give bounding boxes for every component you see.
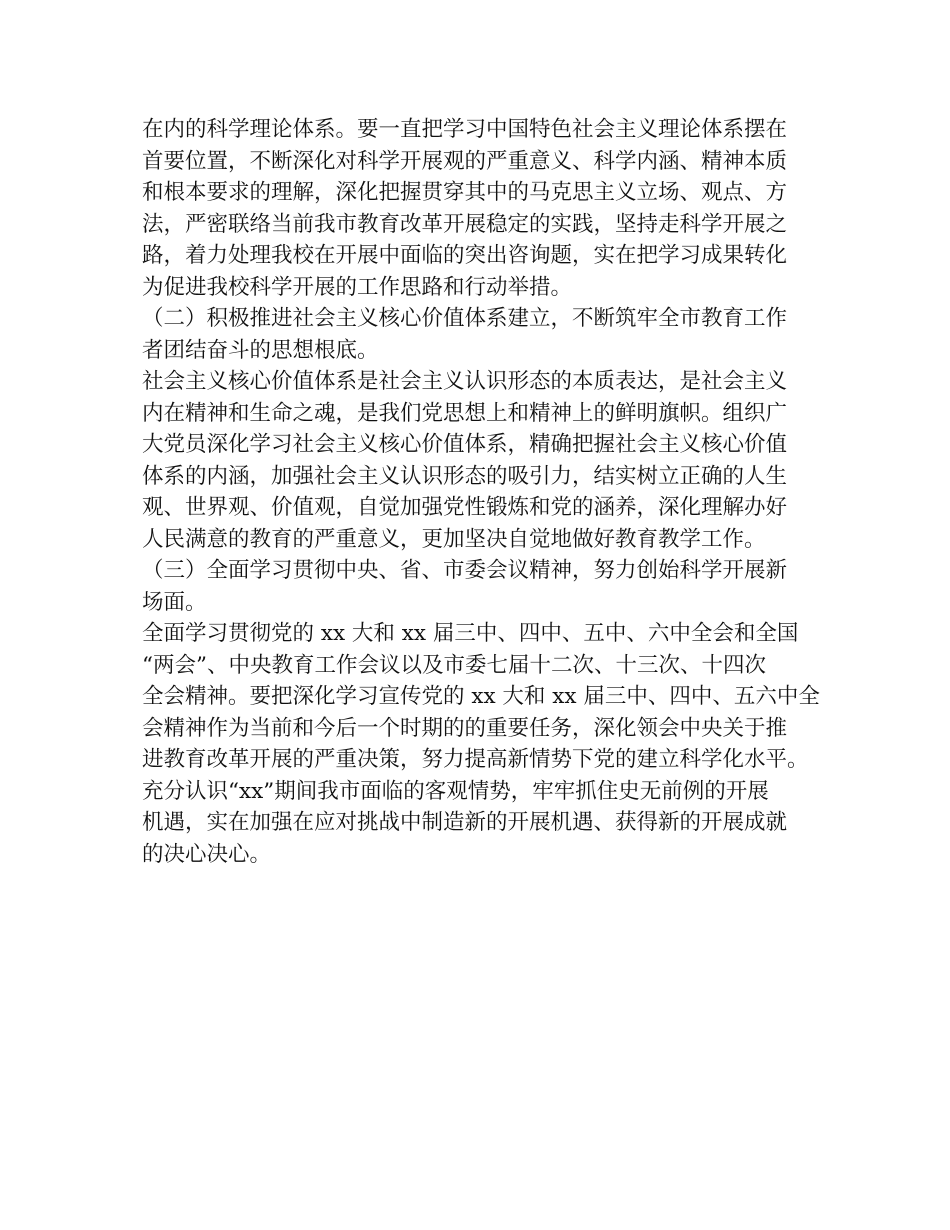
text-line: 观、世界观、价值观，自觉加强党性锻炼和党的涵养，深化理解办好 bbox=[142, 495, 788, 520]
text-line: 在内的科学理论体系。要一直把学习中国特色社会主义理论体系摆在 bbox=[142, 117, 788, 142]
text-line: 和根本要求的理解，深化把握贯穿其中的马克思主义立场、观点、方 bbox=[142, 180, 788, 205]
document-body bbox=[142, 114, 832, 870]
text-line: 人民满意的教育的严重意义，更加坚决自觉地做好教育教学工作。 bbox=[142, 526, 766, 552]
text-line: 法，严密联络当前我市教育改革开展稳定的实践，坚持走科学开展之 bbox=[142, 211, 788, 237]
text-line: 的决心决心。 bbox=[142, 841, 272, 867]
text-line: 全会精神。要把深化学习宣传党的 xx 大和 xx 届三中、四中、五六中全 bbox=[142, 684, 820, 709]
text-line: 内在精神和生命之魂，是我们党思想上和精神上的鲜明旗帜。组织广 bbox=[142, 400, 788, 426]
text-line: “两会”、中央教育工作会议以及市委七届十二次、十三次、十四次 bbox=[142, 652, 766, 678]
text-line: 机遇，实在加强在应对挑战中制造新的开展机遇、获得新的开展成就 bbox=[142, 810, 788, 835]
section-heading-line: （二）积极推进社会主义核心价值体系建立，不断筑牢全市教育工作 bbox=[142, 306, 788, 331]
section-heading-line: （三）全面学习贯彻中央、省、市委会议精神，努力创始科学开展新 bbox=[142, 558, 788, 583]
section-heading-line: 者团结奋斗的思想根底。 bbox=[142, 337, 379, 363]
text-line: 为促进我校科学开展的工作思路和行动举措。 bbox=[142, 274, 573, 300]
text-line: 路，着力处理我校在开展中面临的突出咨询题，实在把学习成果转化 bbox=[142, 243, 788, 268]
text-line: 会精神作为当前和今后一个时期的的重要任务，深化领会中央关于推 bbox=[142, 715, 788, 741]
text-line: 社会主义核心价值体系是社会主义认识形态的本质表达，是社会主义 bbox=[142, 369, 788, 394]
text-line: 充分认识“xx”期间我市面临的客观情势，牢牢抓住史无前例的开展 bbox=[142, 778, 769, 804]
text-line: 全面学习贯彻党的 xx 大和 xx 届三中、四中、五中、六中全会和全国 bbox=[142, 621, 799, 646]
text-line: 首要位置，不断深化对科学开展观的严重意义、科学内涵、精神本质 bbox=[142, 148, 788, 174]
section-heading-line: 场面。 bbox=[142, 589, 207, 615]
text-line: 进教育改革开展的严重决策，努力提高新情势下党的建立科学化水平。 bbox=[142, 747, 809, 772]
text-line: 体系的内涵，加强社会主义认识形态的吸引力，结实树立正确的人生 bbox=[142, 463, 788, 489]
text-line: 大党员深化学习社会主义核心价值体系，精确把握社会主义核心价值 bbox=[142, 432, 788, 457]
